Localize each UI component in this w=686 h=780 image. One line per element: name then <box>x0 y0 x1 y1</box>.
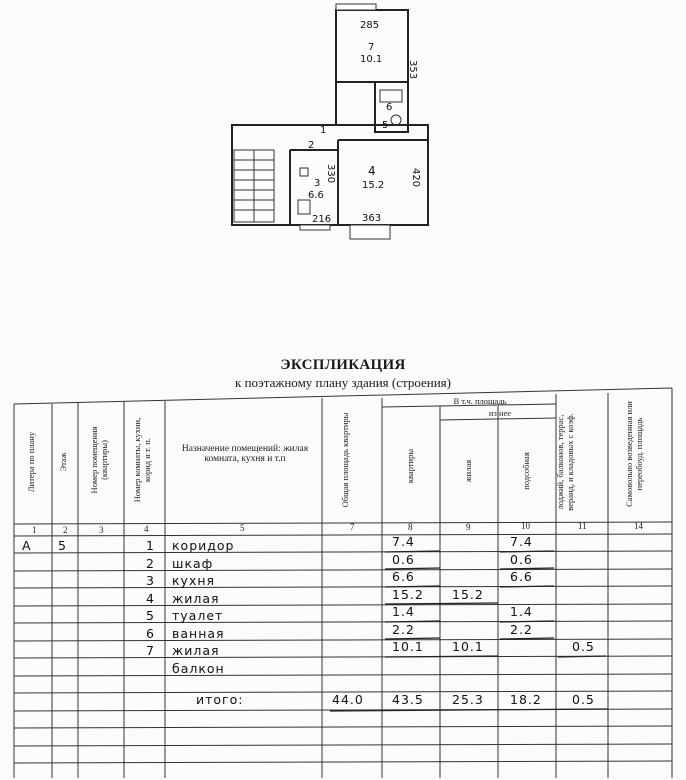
total-label: итого: <box>196 692 244 707</box>
header-loggias: лоджий, балконов, террас, веранд, и кладовых с коэф. <box>555 413 575 511</box>
row-area-c8: 0.6 <box>392 552 415 567</box>
row-room-number: 1 <box>146 538 155 553</box>
document-subtitle: к поэтажному плану здания (строения) <box>235 375 451 390</box>
row-room-number: 2 <box>146 556 155 571</box>
plan-room-number: 7 <box>368 42 375 53</box>
col-number: 11 <box>578 521 587 531</box>
total-balcony-area: 0.5 <box>572 692 595 707</box>
floor-value: 5 <box>58 538 67 553</box>
plan-dimension: 363 <box>362 213 382 224</box>
row-room-number: 5 <box>146 608 155 623</box>
row-area-c10: 2.2 <box>510 622 533 637</box>
row-room-number: 4 <box>146 591 155 606</box>
plan-dimension: 216 <box>312 214 332 225</box>
row-room-number: 6 <box>146 626 155 641</box>
plan-room-number: 3 <box>314 178 321 189</box>
plan-dimension: 285 <box>360 20 380 31</box>
document-title: ЭКСПЛИКАЦИЯ <box>280 357 406 373</box>
header-group-area: В т.ч. площадь <box>453 396 507 406</box>
header-apartment-area: квартиры <box>405 448 415 484</box>
plan-room-area: 6.6 <box>308 190 324 201</box>
plan-room-number: 4 <box>368 164 376 178</box>
row-room-purpose: жилая <box>172 591 220 606</box>
row-room-purpose: ванная <box>172 626 225 641</box>
plan-room-number: 5 <box>382 120 389 131</box>
header-floor: Этаж <box>58 452 68 472</box>
col-number: 8 <box>408 522 413 532</box>
plan-room-area: 15.2 <box>362 180 385 191</box>
row-area-c10: 0.6 <box>510 552 533 567</box>
row-room-number: 3 <box>146 573 155 588</box>
total-living-area: 25.3 <box>452 692 484 707</box>
header-of-which: из нее <box>488 408 512 418</box>
plan-room-number: 6 <box>386 102 393 113</box>
col-number: 7 <box>350 522 355 532</box>
row-area-c8: 2.2 <box>392 622 415 637</box>
row-room-purpose: туалет <box>172 608 224 623</box>
row-room-purpose: шкаф <box>172 556 214 571</box>
col-number: 14 <box>634 521 643 531</box>
col-number: 10 <box>521 521 530 531</box>
col-number: 5 <box>240 523 245 533</box>
row-room-purpose: жилая <box>172 643 220 658</box>
row-room-purpose: коридор <box>172 538 235 553</box>
header-total-area: Общая площадь квартиры <box>340 412 350 508</box>
col-number: 3 <box>99 525 104 535</box>
row-area-c10: 6.6 <box>510 569 533 584</box>
header-auxiliary: подсобная <box>521 452 531 490</box>
litera-value: А <box>22 538 32 553</box>
header-living: жилая <box>463 459 473 483</box>
row-area-c9: 15.2 <box>452 587 484 602</box>
row-room-number: 7 <box>146 643 155 658</box>
row-room-purpose: кухня <box>172 573 216 588</box>
header-purpose: Назначение помещений: жилая комната, кухня и т.п <box>181 444 309 464</box>
plan-dimension: 330 <box>325 164 336 184</box>
plan-room-area: 10.1 <box>360 54 383 65</box>
header-unauthorized: Самовольно возведенная или переобоуд. площадь <box>624 401 644 507</box>
plan-dimension: 353 <box>407 60 418 80</box>
plan-dimension: 420 <box>410 168 421 188</box>
row-area-c8: 10.1 <box>392 639 424 654</box>
col-number: 2 <box>63 525 68 535</box>
row-area-c8: 15.2 <box>392 587 424 602</box>
header-room-number: Номер комнаты, кухни, корид и т. п. <box>132 417 152 503</box>
row-area-c10: 7.4 <box>510 534 533 549</box>
col-number: 1 <box>32 525 37 535</box>
row-area-c8: 6.6 <box>392 569 415 584</box>
plan-room-number: 2 <box>308 140 315 151</box>
header-apartment-number: Номер помещения (квартиры) <box>89 426 109 494</box>
row-area-c8: 7.4 <box>392 534 415 549</box>
plan-room-number: 1 <box>320 125 327 136</box>
total-area: 44.0 <box>332 692 364 707</box>
header-litera: Литера по плану <box>26 431 36 493</box>
total-auxiliary-area: 18.2 <box>510 692 542 707</box>
row-room-purpose: балкон <box>172 661 225 676</box>
row-area-c8: 1.4 <box>392 604 415 619</box>
total-apartment-area: 43.5 <box>392 692 424 707</box>
col-number: 4 <box>144 524 149 534</box>
row-area-c11: 0.5 <box>572 639 595 654</box>
row-area-c10: 1.4 <box>510 604 533 619</box>
col-number: 9 <box>466 522 471 532</box>
row-area-c9: 10.1 <box>452 639 484 654</box>
